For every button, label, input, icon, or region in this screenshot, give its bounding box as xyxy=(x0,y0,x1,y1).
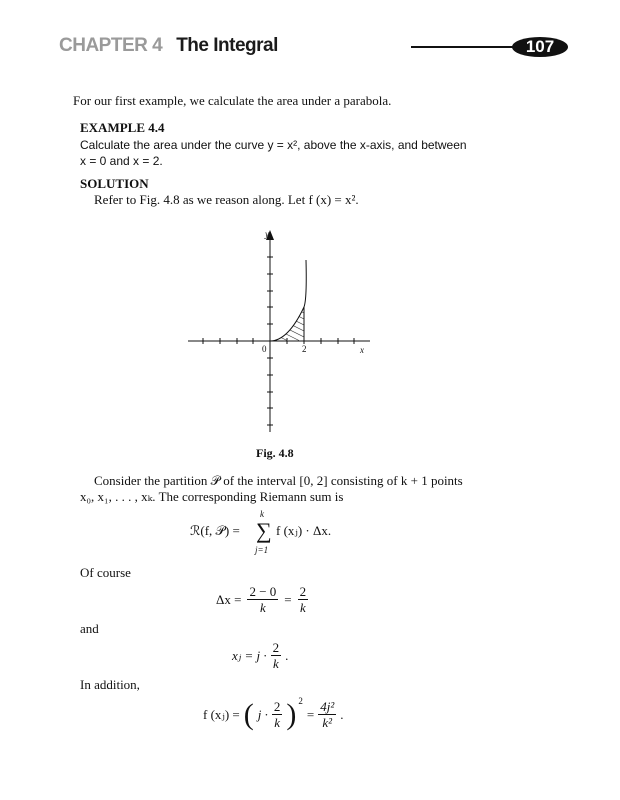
delta-x-numerator: 2 − 0 xyxy=(249,584,277,599)
chapter-heading xyxy=(59,35,278,57)
sum-lower-limit: j=1 xyxy=(255,545,269,555)
example-title: EXAMPLE 4.4 xyxy=(80,120,165,135)
y-axis-label: y xyxy=(265,229,269,239)
xj-numerator: 2 xyxy=(272,640,280,655)
chapter-label: CHAPTER 4 xyxy=(59,35,163,56)
fxj-result-fraction xyxy=(318,699,336,730)
x-axis-label: x xyxy=(360,345,364,355)
shaded-area-hatch xyxy=(270,296,306,350)
page-number-badge: 107 xyxy=(512,37,568,57)
xj-lhs: xⱼ = j · xyxy=(232,647,267,663)
delta-x-fraction xyxy=(247,584,278,615)
example-statement-line1: Calculate the area under the curve y = x², above the x-axis, and between xyxy=(80,138,467,152)
delta-x-simplified-denominator: k xyxy=(300,600,306,615)
riemann-sum-lhs: ℛ(f, 𝒫) = xyxy=(190,523,240,538)
delta-x-equals: = xyxy=(284,591,292,607)
solution-title: SOLUTION xyxy=(80,176,149,191)
delta-x-simplified-numerator: 2 xyxy=(299,584,307,599)
fxj-inner-denominator: k xyxy=(274,715,281,730)
delta-x-equation xyxy=(216,584,308,615)
fxj-equation xyxy=(203,695,344,731)
fxj-inner: j · xyxy=(257,706,268,722)
xj-equation xyxy=(232,640,288,671)
example-statement-line2: x = 0 and x = 2. xyxy=(80,154,163,168)
figure-caption: Fig. 4.8 xyxy=(256,446,294,460)
in-addition-text: In addition, xyxy=(80,677,140,692)
and-text: and xyxy=(80,621,99,636)
delta-x-lhs: Δx = xyxy=(216,591,242,607)
fxj-period: . xyxy=(340,706,344,722)
fxj-exponent: 2 xyxy=(298,695,303,706)
origin-label: 0 xyxy=(262,344,267,354)
partition-text-line1: Consider the partition 𝒫 of the interval [0, 2] consisting of k + 1 points xyxy=(94,473,463,488)
fxj-result-numerator: 4j² xyxy=(320,699,335,714)
sum-upper-limit: k xyxy=(260,509,264,519)
delta-x-simplified-fraction xyxy=(298,584,309,615)
solution-line: Refer to Fig. 4.8 as we reason along. Let f (x) = x². xyxy=(94,192,359,207)
of-course-text: Of course xyxy=(80,565,131,580)
xj-denominator: k xyxy=(272,656,279,671)
fxj-equals: = xyxy=(306,706,315,722)
header-rule xyxy=(411,46,523,48)
fxj-inner-numerator: 2 xyxy=(273,699,281,714)
sum-symbol: ∑ xyxy=(256,518,272,543)
xj-period: . xyxy=(285,647,289,663)
parabola-curve xyxy=(270,260,306,341)
partition-text-line2: x₀, x₁, . . . , xₖ. The corresponding Riemann sum is xyxy=(80,489,344,504)
xj-fraction xyxy=(271,640,282,671)
figure-4-8 xyxy=(180,222,380,438)
fxj-result-denominator: k² xyxy=(322,715,333,730)
right-paren: ) xyxy=(286,697,297,731)
fxj-lhs: f (xⱼ) = xyxy=(203,706,240,722)
fxj-inner-fraction xyxy=(272,699,283,730)
riemann-sum-rhs: f (xⱼ) · Δx. xyxy=(276,523,332,538)
intro-text: For our first example, we calculate the area under a parabola. xyxy=(73,93,392,108)
chapter-title: The Integral xyxy=(176,35,278,56)
left-paren: ( xyxy=(243,697,254,731)
delta-x-denominator: k xyxy=(259,600,266,615)
tick-label-2: 2 xyxy=(302,344,307,354)
